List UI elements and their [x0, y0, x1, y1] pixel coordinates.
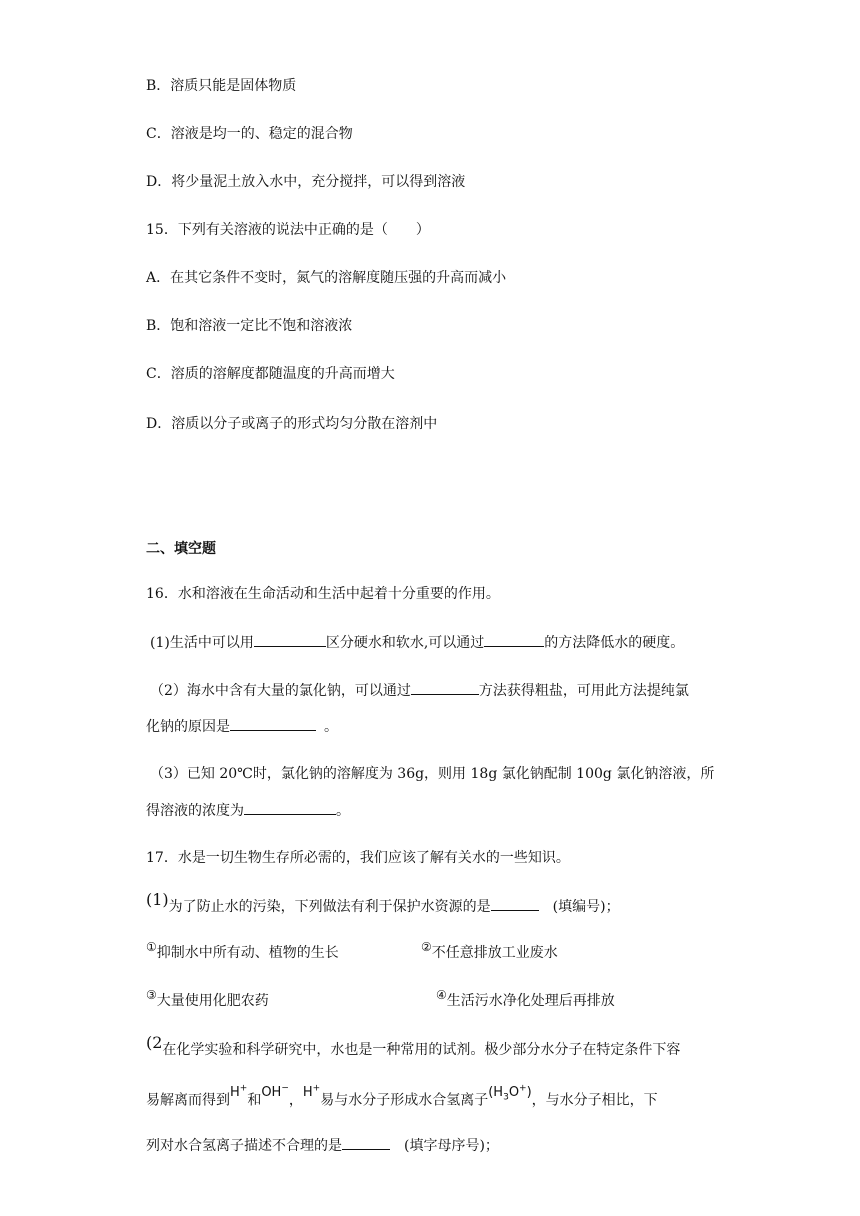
hydronium-formula: $(H_3O^+)$ [488, 1084, 532, 1103]
q17-sub1-text-b: (填编号)； [552, 899, 620, 915]
q16-part1-text-a: (1)生活中可以用 [150, 635, 254, 651]
oh-minus-formula: OH− [261, 1084, 289, 1101]
q15-option-b: B．饱和溶液一定比不饱和溶液浓 [146, 318, 353, 334]
q15-option-a: A．在其它条件不变时，氮气的溶解度随压强的升高而减小 [146, 270, 507, 286]
q17-option-2-text: 不任意排放工业废水 [431, 945, 558, 961]
circled-3-icon: ③ [146, 988, 157, 1002]
h-plus-formula-2: H+ [302, 1084, 321, 1101]
q15-stem: 15．下列有关溶液的说法中正确的是（ ） [146, 222, 430, 238]
q17-sub2-text-b1: 易解离而得到 [146, 1092, 230, 1109]
q17-option-1 [146, 940, 339, 963]
q17-sub1 [146, 890, 620, 917]
q16-part2-text-d: 。 [324, 719, 338, 735]
q17-sub1-number: (1) [146, 890, 169, 909]
q16-part3-cont [146, 800, 350, 821]
q14-option-b: B．溶质只能是固体物质 [146, 78, 297, 94]
q16-part2-text-a: （2）海水中含有大量的氯化钠，可以通过 [150, 683, 411, 699]
q16-blank-3[interactable] [411, 680, 479, 695]
q17-sub2-text-c1: 列对水合氢离子描述不合理的是 [146, 1138, 342, 1154]
q14-option-d: D．将少量泥土放入水中，充分搅拌，可以得到溶液 [146, 174, 466, 190]
q16-part2-cont [146, 716, 338, 737]
q16-part1-text-b: 区分硬水和软水,可以通过 [325, 635, 485, 651]
q17-sub2-line2 [146, 1084, 658, 1116]
q15-option-c: C．溶质的溶解度都随温度的升高而增大 [146, 366, 395, 382]
q17-sub2 [146, 1033, 681, 1060]
section-title: 二、填空题 [146, 541, 216, 557]
q17-sub2-text-a: 在化学实验和科学研究中，水也是一种常用的试剂。极少部分水分子在特定条件下容 [162, 1042, 681, 1058]
q16-blank-5[interactable] [244, 800, 336, 815]
q15-option-d: D．溶质以分子或离子的形式均匀分散在溶剂中 [146, 416, 438, 432]
q17-blank-1[interactable] [491, 896, 539, 911]
q16-part2 [150, 680, 689, 701]
q17-option-4-text: 生活污水净化处理后再排放 [446, 993, 615, 1009]
circled-4-icon: ④ [436, 988, 447, 1002]
h-plus-formula: H+ [230, 1084, 248, 1101]
q17-sub2-number: (2 [146, 1033, 163, 1052]
circled-2-icon: ② [421, 940, 432, 954]
q17-sub1-text-a: 为了防止水的污染，下列做法有利于保护水资源的是 [168, 899, 491, 915]
q17-blank-2[interactable] [342, 1135, 390, 1150]
q16-stem: 16．水和溶液在生命活动和生活中起着十分重要的作用。 [146, 586, 500, 602]
q17-sub2-text-b2: 易与水分子形成水合氢离子 [320, 1092, 489, 1109]
q16-part2-text-c: 化钠的原因是 [146, 719, 230, 735]
q16-part1-text-c: 的方法降低水的硬度。 [544, 635, 685, 651]
q17-option-1-text: 抑制水中所有动、植物的生长 [156, 945, 339, 961]
q17-option-3 [146, 988, 269, 1011]
q16-part1 [150, 632, 684, 653]
and-text: 和 [247, 1092, 262, 1109]
comma-text: ， [288, 1092, 303, 1109]
circled-1-icon: ① [146, 940, 157, 954]
q17-option-4 [436, 988, 615, 1011]
q17-sub2-text-b3: ，与水分子相比，下 [531, 1092, 658, 1109]
q14-option-c: C．溶液是均一的、稳定的混合物 [146, 126, 353, 142]
q16-blank-1[interactable] [254, 632, 326, 647]
q16-part3: （3）已知 20℃时，氯化钠的溶解度为 36g，则用 18g 氯化钠配制 100g 氯化钠溶液，所 [150, 766, 715, 782]
q16-blank-2[interactable] [484, 632, 544, 647]
q17-stem: 17．水是一切生物生存所必需的，我们应该了解有关水的一些知识。 [146, 850, 570, 866]
q17-sub2-line3 [146, 1135, 499, 1156]
q17-option-2 [421, 940, 558, 963]
q16-part3-text-b: 得溶液的浓度为 [146, 803, 244, 819]
q16-part3-text-c: 。 [336, 803, 350, 819]
q17-option-3-text: 大量使用化肥农药 [156, 993, 269, 1009]
q17-sub2-text-c2: (填字母序号)； [404, 1138, 499, 1154]
q16-part2-text-b: 方法获得粗盐，可用此方法提纯氯 [478, 683, 689, 699]
q16-blank-4[interactable] [230, 716, 316, 731]
